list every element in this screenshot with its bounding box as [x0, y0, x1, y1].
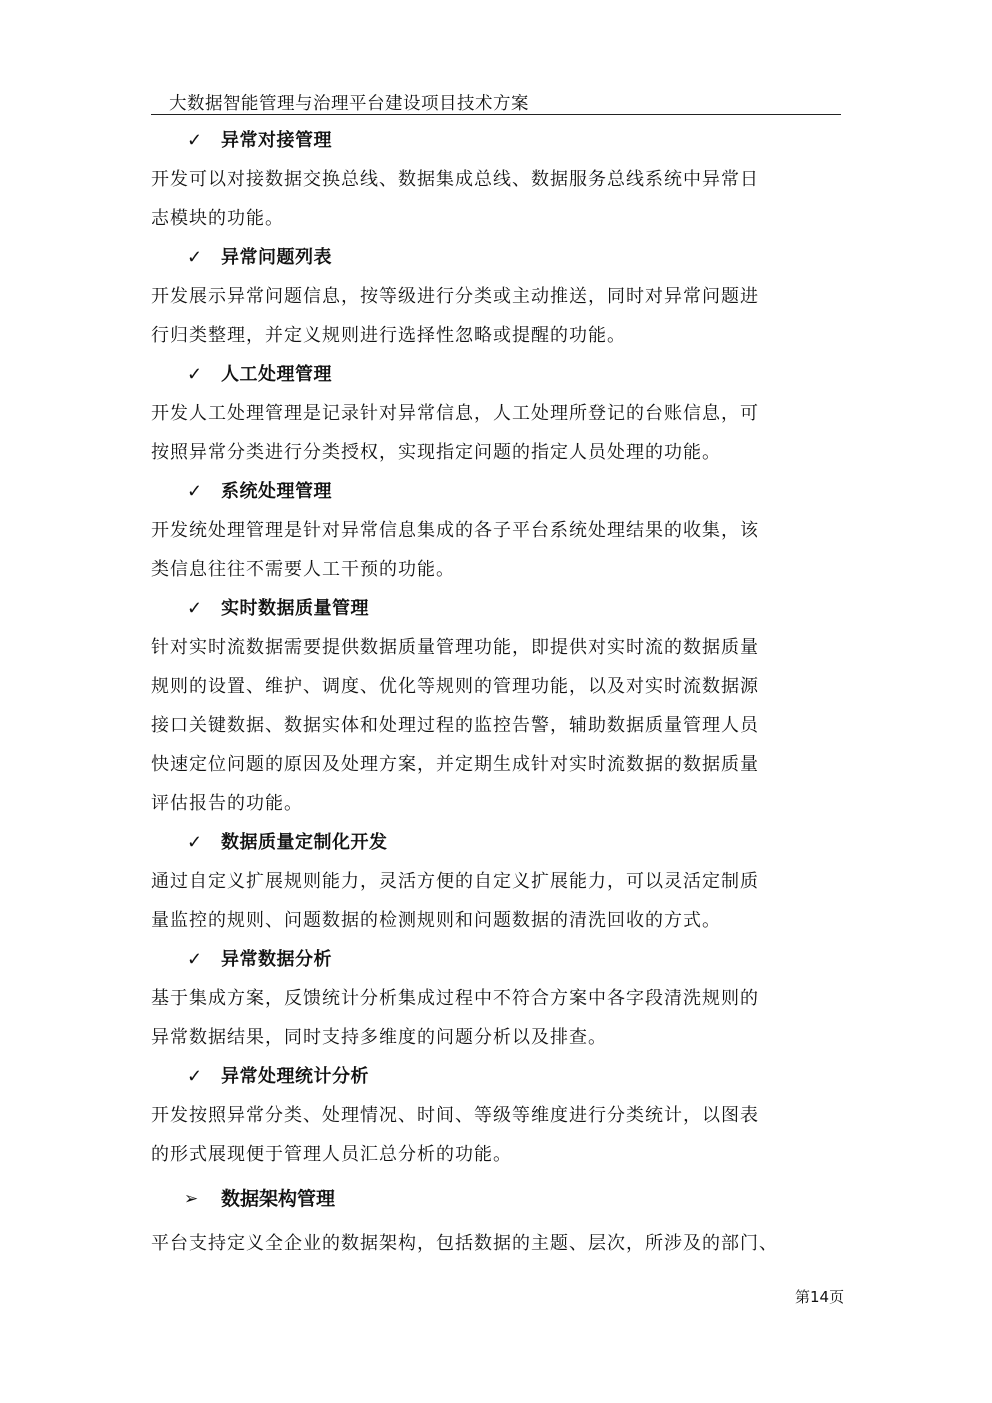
item-heading: [151, 238, 801, 277]
item-heading: [151, 940, 801, 979]
paragraph-line: 开发可以对接数据交换总线、数据集成总线、数据服务总线系统中异常日: [151, 169, 759, 190]
paragraph-line: 按照异常分类进行分类授权，实现指定问题的指定人员处理的功能。: [151, 442, 721, 463]
item-paragraph: [151, 511, 801, 589]
item-heading: [151, 355, 801, 394]
paragraph-line: 平台支持定义全企业的数据架构，包括数据的主题、层次，所涉及的部门、: [151, 1233, 778, 1254]
item-heading-text: 数据质量定制化开发: [221, 832, 388, 853]
paragraph-line: 行归类整理，并定义规则进行选择性忽略或提醒的功能。: [151, 325, 626, 346]
item-paragraph: [151, 394, 801, 472]
check-icon: ✓: [187, 247, 203, 268]
item-heading-text: 异常对接管理: [221, 130, 332, 151]
document-body: [151, 121, 801, 1263]
item-heading: [151, 121, 801, 160]
item-heading-text: 异常处理统计分析: [221, 1066, 369, 1087]
paragraph-line: 规则的设置、维护、调度、优化等规则的管理功能，以及对实时流数据源: [151, 676, 759, 697]
item-heading: [151, 472, 801, 511]
paragraph-line: 的形式展现便于管理人员汇总分析的功能。: [151, 1144, 512, 1165]
paragraph-line: 通过自定义扩展规则能力，灵活方便的自定义扩展能力，可以灵活定制质: [151, 871, 759, 892]
item-paragraph: [151, 862, 801, 940]
page-header: [151, 86, 841, 115]
section-heading-text: 数据架构管理: [221, 1188, 336, 1210]
paragraph-line: 针对实时流数据需要提供数据质量管理功能，即提供对实时流的数据质量: [151, 637, 759, 658]
paragraph-line: 类信息往往不需要人工干预的功能。: [151, 559, 455, 580]
item-paragraph: [151, 277, 801, 355]
paragraph-line: 量监控的规则、问题数据的检测规则和问题数据的清洗回收的方式。: [151, 910, 721, 931]
check-icon: ✓: [187, 364, 203, 385]
item-paragraph: [151, 979, 801, 1057]
paragraph-line: 开发展示异常问题信息，按等级进行分类或主动推送，同时对异常问题进: [151, 286, 759, 307]
section-paragraph: [151, 1224, 801, 1263]
paragraph-line: 开发统处理管理是针对异常信息集成的各子平台系统处理结果的收集，该: [151, 520, 759, 541]
paragraph-line: 基于集成方案，反馈统计分析集成过程中不符合方案中各字段清洗规则的: [151, 988, 759, 1009]
paragraph-line: 异常数据结果，同时支持多维度的问题分析以及排查。: [151, 1027, 607, 1048]
header-title: 大数据智能管理与治理平台建设项目技术方案: [169, 94, 529, 114]
check-icon: ✓: [187, 598, 203, 619]
item-paragraph: [151, 628, 801, 823]
paragraph-line: 志模块的功能。: [151, 208, 284, 229]
paragraph-line: 开发按照异常分类、处理情况、时间、等级等维度进行分类统计，以图表: [151, 1105, 759, 1126]
section-heading: [151, 1174, 801, 1224]
item-heading-text: 实时数据质量管理: [221, 598, 369, 619]
item-heading-text: 人工处理管理: [221, 364, 332, 385]
item-heading: [151, 823, 801, 862]
paragraph-line: 评估报告的功能。: [151, 793, 303, 814]
check-icon: ✓: [187, 949, 203, 970]
item-paragraph: [151, 1096, 801, 1174]
item-heading-text: 异常数据分析: [221, 949, 332, 970]
paragraph-line: 开发人工处理管理是记录针对异常信息，人工处理所登记的台账信息，可: [151, 403, 759, 424]
check-icon: ✓: [187, 130, 203, 151]
item-heading: [151, 1057, 801, 1096]
check-icon: ✓: [187, 481, 203, 502]
arrow-right-icon: ➢: [184, 1189, 199, 1209]
item-paragraph: [151, 160, 801, 238]
paragraph-line: 快速定位问题的原因及处理方案，并定期生成针对实时流数据的数据质量: [151, 754, 759, 775]
item-heading: [151, 589, 801, 628]
check-icon: ✓: [187, 832, 203, 853]
page-number: 第14页: [795, 1288, 845, 1306]
paragraph-line: 接口关键数据、数据实体和处理过程的监控告警，辅助数据质量管理人员: [151, 715, 759, 736]
item-heading-text: 系统处理管理: [221, 481, 332, 502]
item-heading-text: 异常问题列表: [221, 247, 332, 268]
check-icon: ✓: [187, 1066, 203, 1087]
